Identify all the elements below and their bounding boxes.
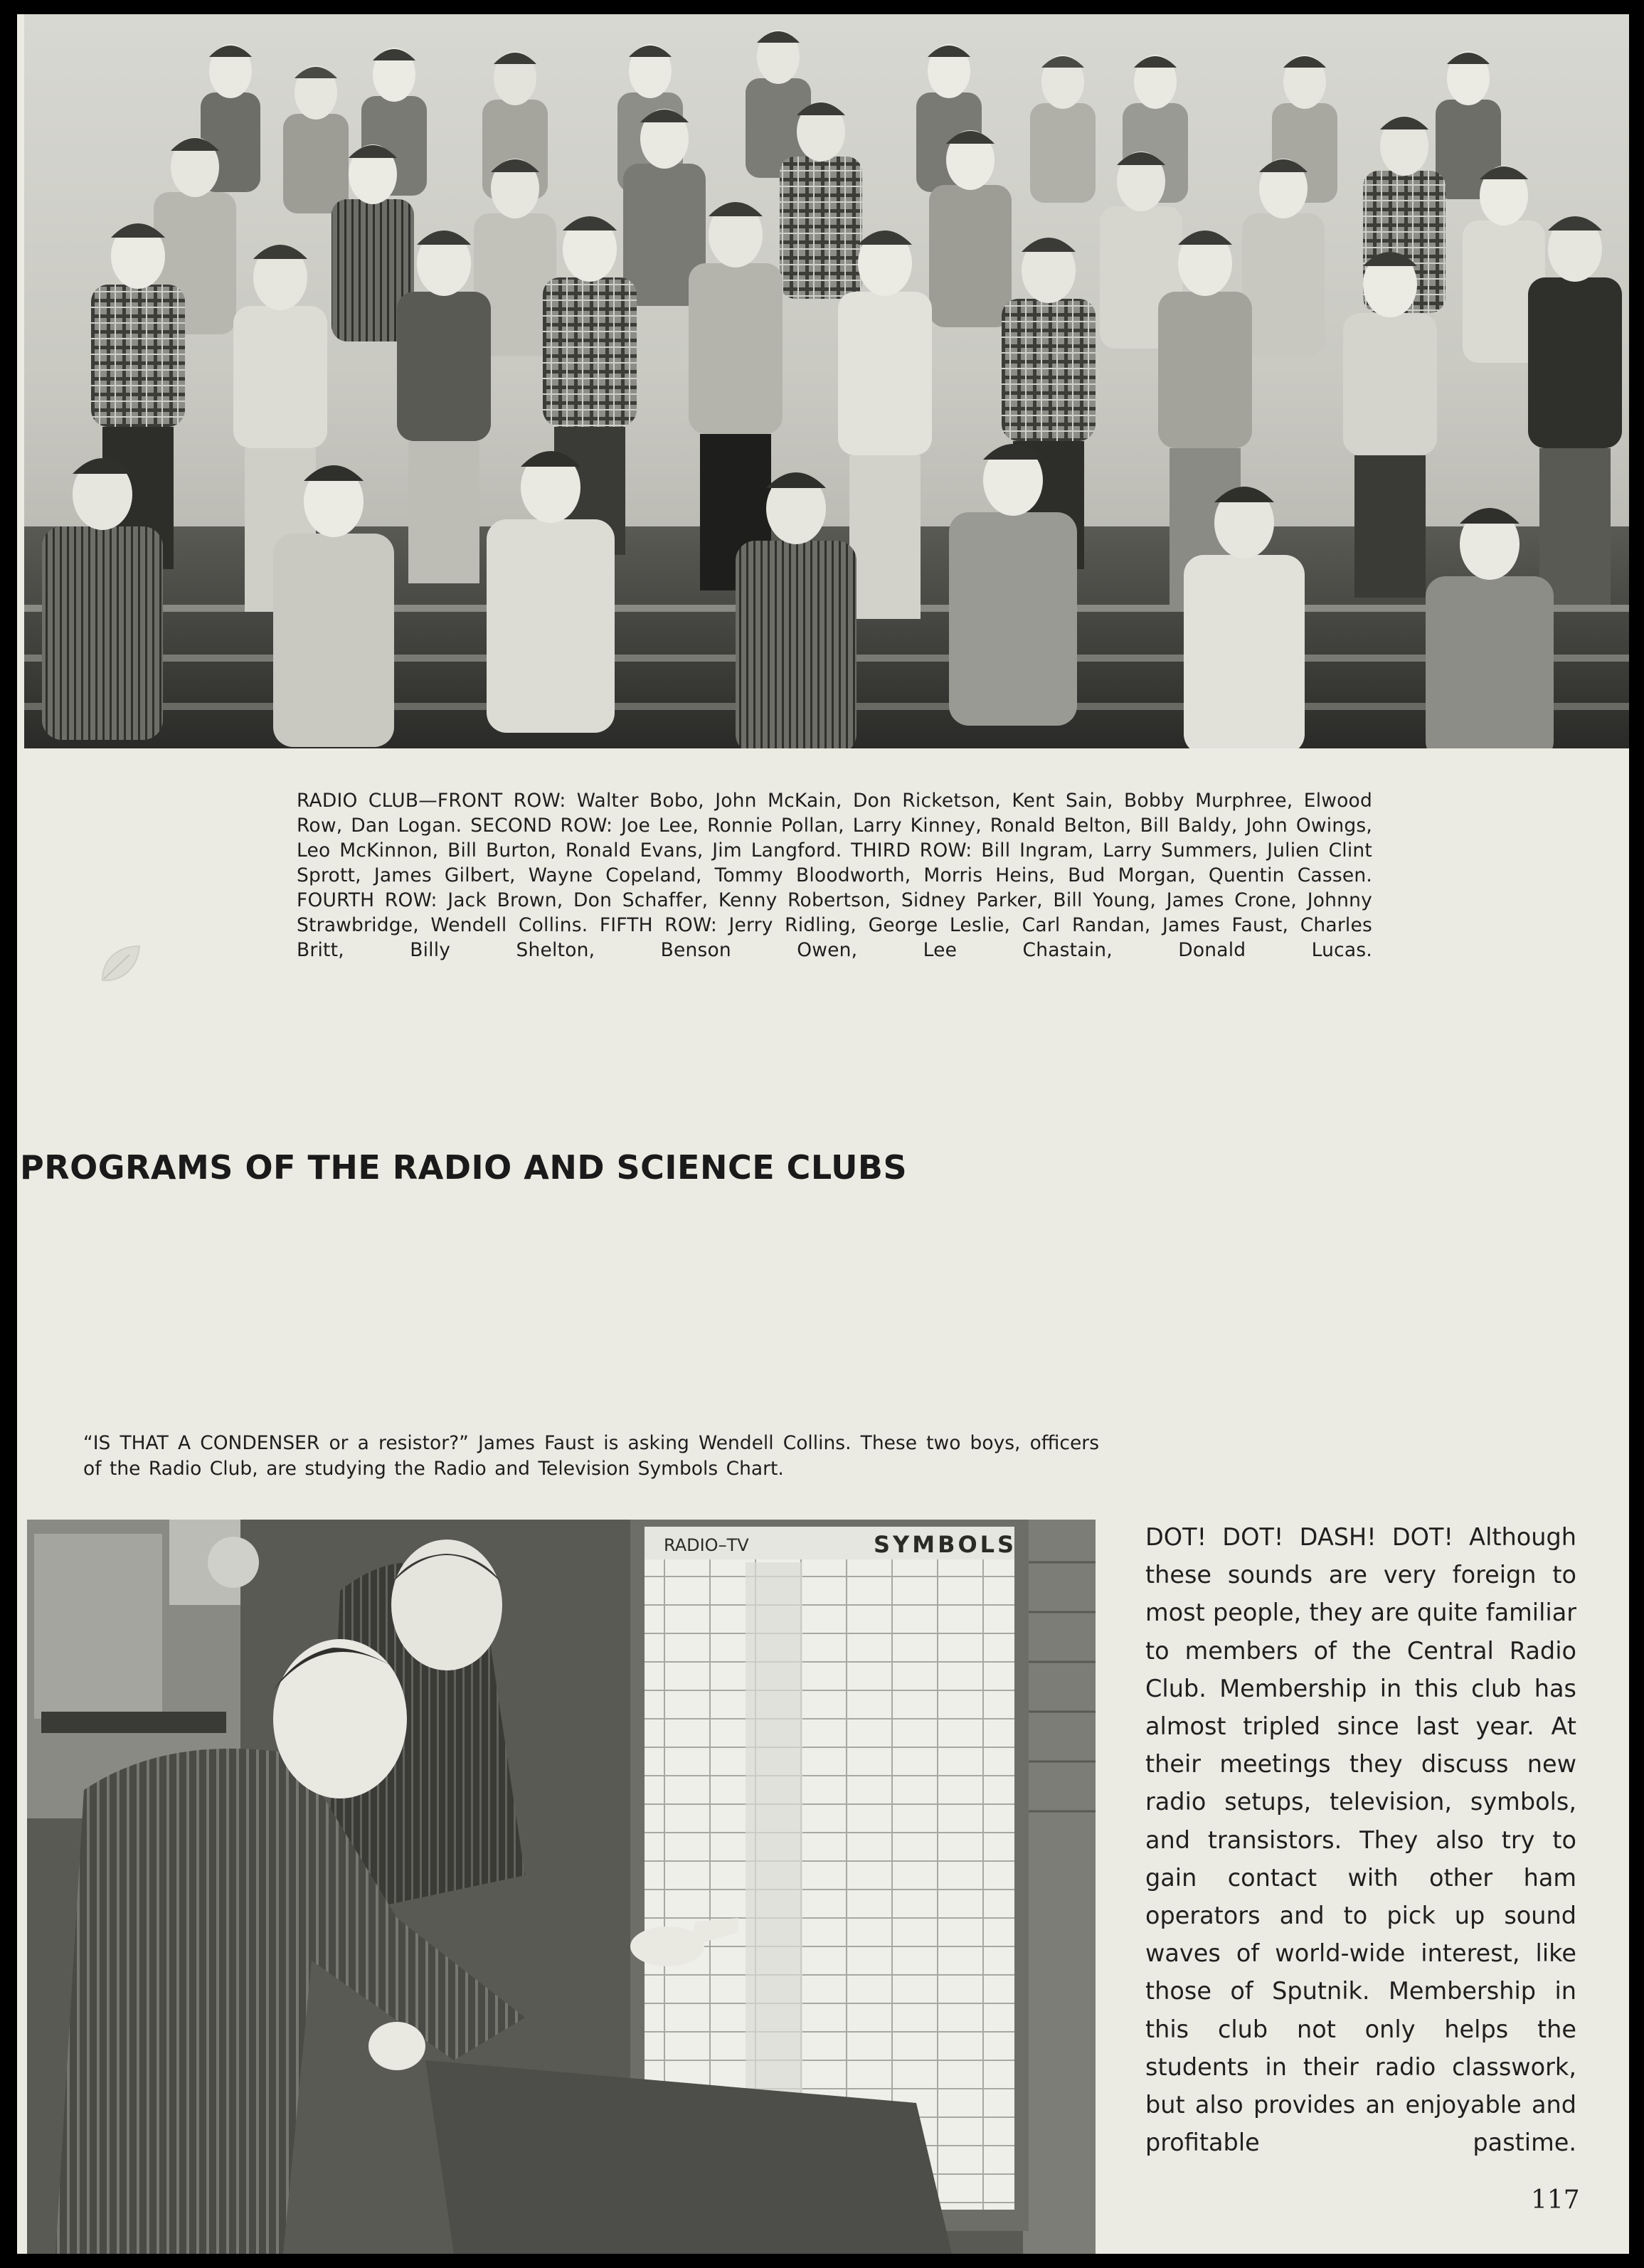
photo-caption: [83, 1431, 1099, 1482]
chart-title-left: RADIO–TV: [664, 1535, 749, 1555]
leaf-watermark-icon: [98, 943, 142, 985]
symbols-chart-illustration: [27, 1520, 1096, 2254]
club-description-text: DOT! DOT! DASH! DOT! Although these sounds are very foreign to most people, they are quite familiar to members of the Central Radio Club. Membership in this club has almost tripled since last year. At their meetings they discuss new radio setups, television, symbols, and transistors. They also try to gain contact with other ham operators and to pick up sound waves of world-wide interest, like those of Sputnik. Membership in this club not only helps the students in their radio classwork, but also provides an enjoyable and profitable pastime.: [1145, 1523, 1576, 2157]
chart-title-right: SYMBOLS: [874, 1531, 1017, 1558]
yearbook-page: [17, 14, 1629, 2254]
page-number: 117: [1531, 2185, 1580, 2215]
page-heading: PROGRAMS OF THE RADIO AND SCIENCE CLUBS: [20, 1148, 908, 1187]
club-description: [1145, 1518, 1576, 2161]
group-photo-caption: [297, 788, 1372, 963]
radio-club-group-photo: [24, 14, 1629, 748]
group-photo-illustration: [24, 14, 1629, 748]
group-photo-caption-text: RADIO CLUB—FRONT ROW: Walter Bobo, John McKain, Don Ricketson, Kent Sain, Bobby Murphree, Elwood Row, Dan Logan. SECOND ROW: Joe Lee, Ronnie Pollan, Larry Kinney, Ronald Belton, Bill Baldy, John Owings, Leo McKinnon, Bill Burton, Ronald Evans, Jim Langford. THIRD ROW: Bill Ingram, Larry Summers, Julien Clint Sprott, James Gilbert, Wayne Copeland, Tommy Bloodworth, Morris Heins, Bud Morgan, Quentin Cassen. FOURTH ROW: Jack Brown, Don Schaffer, Kenny Robertson, Sidney Parker, Bill Young, James Crone, Johnny Strawbridge, Wendell Collins. FIFTH ROW: Jerry Ridling, George Leslie, Carl Randan, James Faust, Charles Britt, Billy Shelton, Benson Owen, Lee Chastain, Donald Lucas.: [297, 790, 1372, 961]
symbols-chart-photo: [27, 1520, 1096, 2254]
photo-caption-text: “IS THAT A CONDENSER or a resistor?” James Faust is asking Wendell Collins. These two boys, officers of the Radio Club, are studying the Radio and Television Symbols Chart.: [83, 1432, 1099, 1480]
